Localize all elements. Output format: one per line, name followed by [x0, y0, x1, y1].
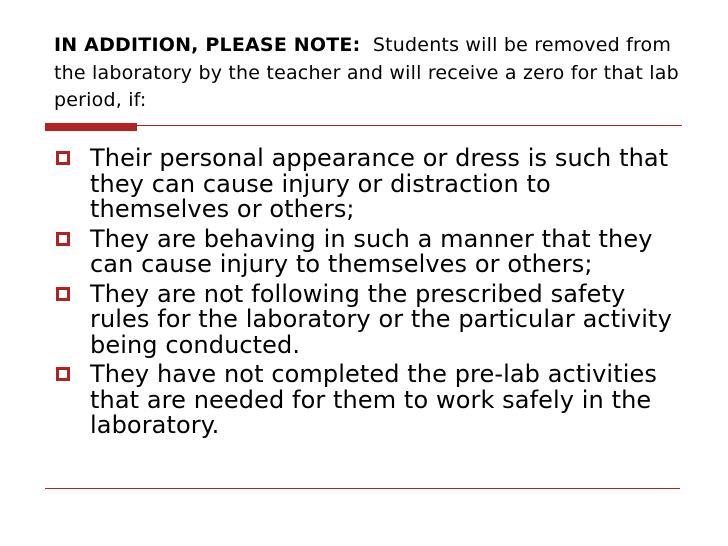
hollow-square-icon	[56, 151, 70, 165]
footer-rule	[45, 488, 680, 489]
slide-heading	[54, 32, 694, 115]
hollow-square-icon	[56, 367, 70, 381]
heading-rule-accent	[45, 123, 137, 131]
hollow-square-icon	[56, 232, 70, 246]
list-item	[56, 362, 688, 439]
bullet-list	[56, 146, 688, 443]
bullet-text: They have not completed the pre-lab activities that are needed for them to work safely in the laboratory.	[90, 360, 657, 439]
heading-text: Students will be removed from the laboratory by the teacher and will receive a zero for that lab period, if:	[54, 34, 679, 111]
hollow-square-icon	[56, 287, 70, 301]
list-item	[56, 146, 688, 223]
bullet-text: They are not following the prescribed safety rules for the laboratory or the particular activity being conducted.	[90, 279, 672, 359]
heading-rule-line	[137, 125, 682, 126]
list-item	[56, 279, 688, 359]
heading-lead: IN ADDITION, PLEASE NOTE:	[54, 34, 361, 56]
list-item	[56, 224, 688, 278]
bullet-text: Their personal appearance or dress is such that they can cause injury or distraction to themselves or others;	[90, 144, 669, 223]
bullet-text: They are behaving in such a manner that they can cause injury to themselves or others;	[90, 224, 653, 278]
